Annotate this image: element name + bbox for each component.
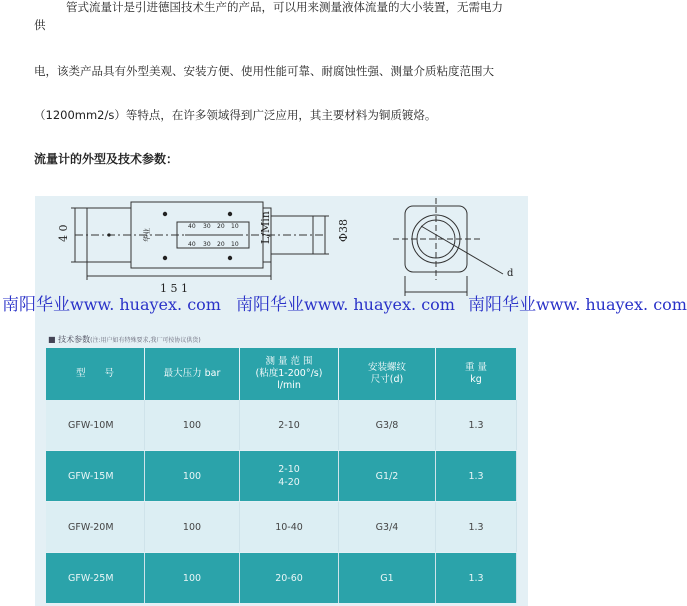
cell-weight: 1.3 [436, 502, 517, 553]
dim-height-label: 4 0 [57, 224, 70, 242]
header-model: 型 号 [46, 348, 145, 400]
technical-drawing [35, 196, 528, 336]
cell-range: 2-10 [240, 400, 339, 451]
cell-model: GFW-15M [46, 451, 145, 502]
scale-mark: 30 [203, 241, 211, 248]
scale-mark: 40 [188, 241, 196, 248]
intro-line-3: （1200mm2/s）等特点，在许多领域得到广泛应用，其主要材料为铜质镀烙。 [34, 108, 437, 122]
watermark-1: 南阳华业www. huayex. com [2, 295, 221, 315]
cell-range: 2-10 4-20 [240, 451, 339, 502]
cell-model: GFW-10M [46, 400, 145, 451]
dim-length-label: 1 5 1 [160, 282, 188, 295]
header-pressure: 最大压力 bar [145, 348, 240, 400]
intro-line-1: 管式流量计是引进德国技术生产的产品，可以用来测量液体流量的大小装置，无需电力 [66, 0, 503, 14]
intro-line-1-wrap: 供 [34, 18, 46, 32]
spec-table [46, 348, 517, 604]
cell-model: GFW-20M [46, 502, 145, 553]
cell-thread: G3/4 [339, 502, 436, 553]
cell-thread: G1/2 [339, 451, 436, 502]
cell-range: 10-40 [240, 502, 339, 553]
cell-weight: 1.3 [436, 400, 517, 451]
cell-weight: 1.3 [436, 553, 517, 604]
scale-mark: 10 [231, 241, 239, 248]
watermark-3: 南阳华业www. huayex. com [468, 295, 687, 315]
intro-line-2: 电，该类产品具有外型美观、安装方便、使用性能可靠、耐腐蚀性强、测量介质粘度范围大 [34, 64, 494, 78]
header-weight: 重 量 kg [436, 348, 517, 400]
cell-range: 20-60 [240, 553, 339, 604]
table-row [46, 502, 517, 553]
scale-mark: 30 [203, 223, 211, 230]
scale-mark: 40 [188, 223, 196, 230]
dim-dia-label: Φ38 [337, 218, 350, 242]
unit-label: L/Min [259, 211, 272, 244]
table-row [46, 400, 517, 451]
scale-mark: 20 [217, 241, 225, 248]
cell-pressure: 100 [145, 451, 240, 502]
cell-pressure: 100 [145, 553, 240, 604]
header-thread: 安装螺纹 尺寸(d) [339, 348, 436, 400]
cell-pressure: 100 [145, 400, 240, 451]
cell-thread: G3/8 [339, 400, 436, 451]
watermark-2: 南阳华业www. huayex. com [236, 295, 455, 315]
thread-d-label: d [507, 268, 514, 279]
cell-weight: 1.3 [436, 451, 517, 502]
table-row [46, 553, 517, 604]
scale-mark: 10 [231, 223, 239, 230]
table-caption: ■ 技术参数(注:用户如有特殊要求,我厂可按协议供货) [48, 335, 201, 344]
header-range: 测 量 范 围 (粘度1-200°/s) l/min [240, 348, 339, 400]
table-row [46, 451, 517, 502]
section-heading: 流量计的外型及技术参数： [34, 152, 179, 166]
cell-pressure: 100 [145, 502, 240, 553]
cell-thread: G1 [339, 553, 436, 604]
scale-mark: 20 [217, 223, 225, 230]
brand-label: 华业 [143, 228, 151, 242]
cell-model: GFW-25M [46, 553, 145, 604]
